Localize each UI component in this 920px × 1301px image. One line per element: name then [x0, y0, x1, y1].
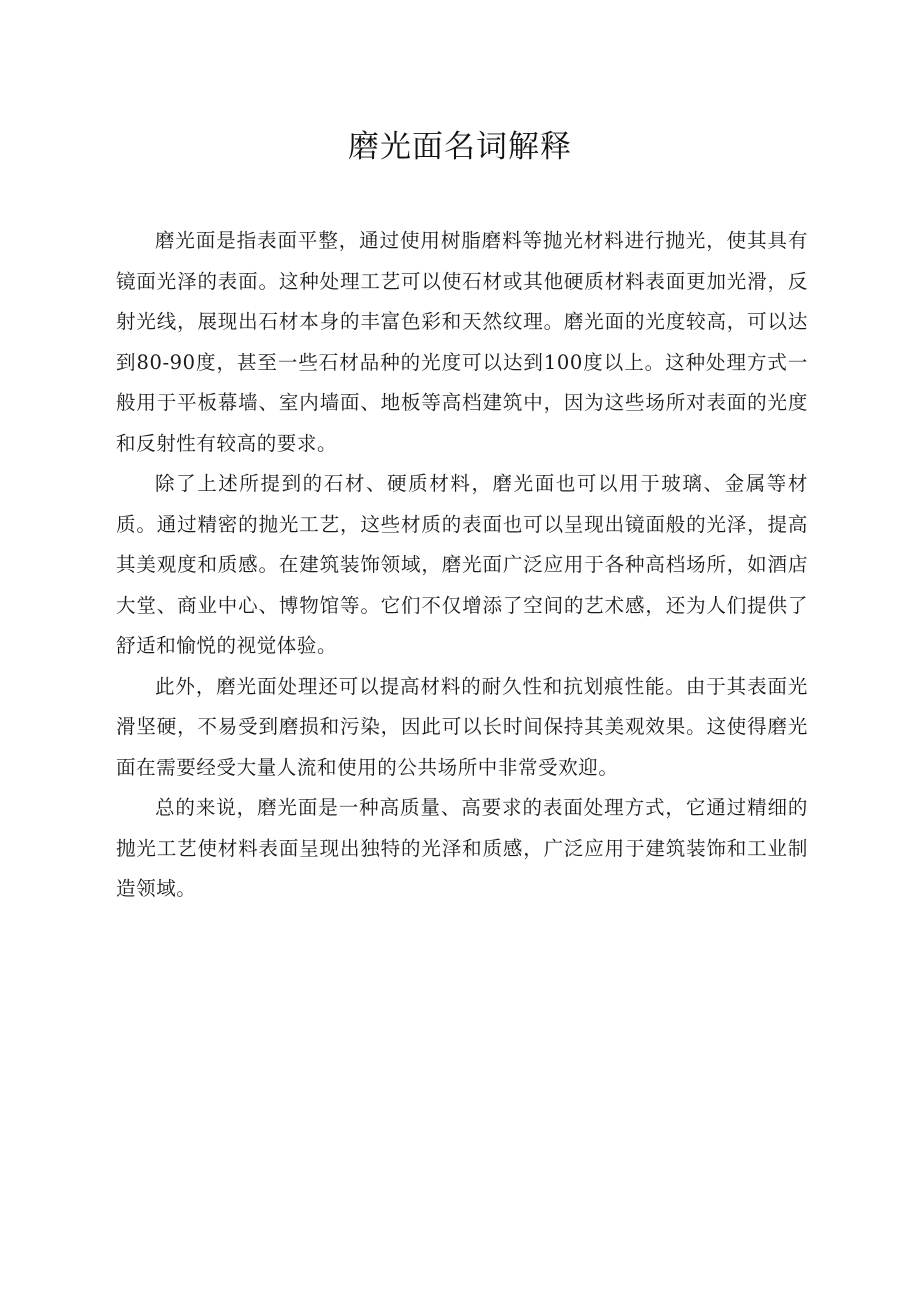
page-title: 磨光面名词解释: [348, 129, 572, 165]
paragraph-4: 总的来说，磨光面是一种高质量、高要求的表面处理方式，它通过精细的抛光工艺使材料表面呈现出独特的光泽和质感，广泛应用于建筑装饰和工业制造领域。: [116, 796, 808, 900]
paragraph-1: 磨光面是指表面平整，通过使用树脂磨料等抛光材料进行抛光，使其具有镜面光泽的表面。这种处理工艺可以使石材或其他硬质材料表面更加光滑，反射光线，展现出石材本身的丰富色彩和天然纹理。磨光面的光度较高，可以达到80-90度，甚至一些石材品种的光度可以达到100度以上。这种处理方式一般用于平板幕墙、室内墙面、地板等高档建筑中，因为这些场所对表面的光度和反射性有较高的要求。: [116, 229, 808, 455]
document-body: [116, 221, 808, 910]
paragraph-2: 除了上述所提到的石材、硬质材料，磨光面也可以用于玻璃、金属等材质。通过精密的抛光工艺，这些材质的表面也可以呈现出镜面般的光泽，提高其美观度和质感。在建筑装饰领域，磨光面广泛应用于各种高档场所，如酒店大堂、商业中心、博物馆等。它们不仅增添了空间的艺术感，还为人们提供了舒适和愉悦的视觉体验。: [116, 472, 808, 657]
paragraph-3: 此外，磨光面处理还可以提高材料的耐久性和抗划痕性能。由于其表面光滑坚硬，不易受到磨损和污染，因此可以长时间保持其美观效果。这使得磨光面在需要经受大量人流和使用的公共场所中非常受欢迎。: [116, 674, 808, 779]
